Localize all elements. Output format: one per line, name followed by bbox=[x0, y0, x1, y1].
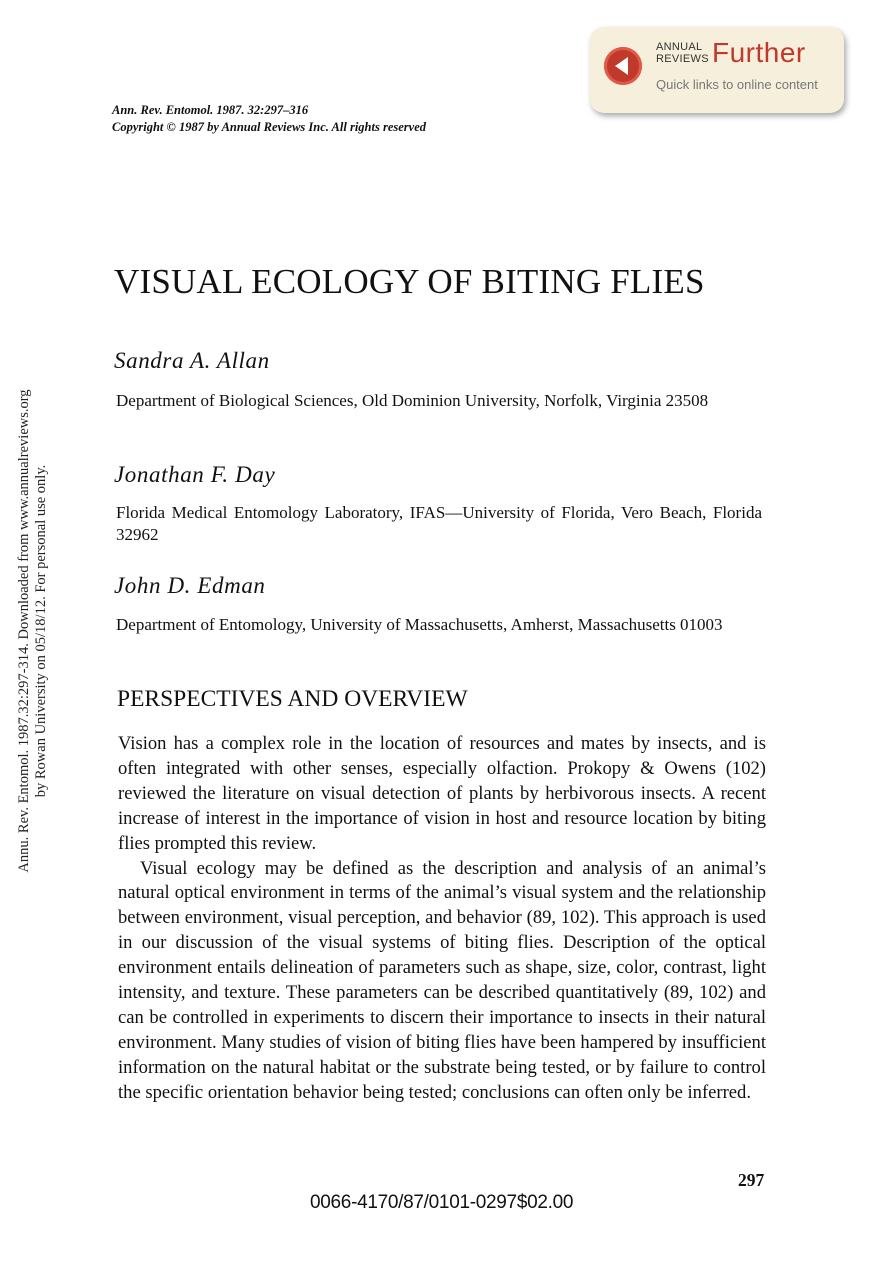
citation-line-2: Copyright © 1987 by Annual Reviews Inc. All rights reserved bbox=[112, 120, 426, 134]
author-name: Jonathan F. Day bbox=[114, 462, 276, 487]
author-affiliation: Florida Medical Entomology Laboratory, IFAS—University of Florida, Vero Beach, Florida 32962 bbox=[116, 503, 762, 544]
section-heading: PERSPECTIVES AND OVERVIEW bbox=[117, 686, 468, 712]
author-name: John D. Edman bbox=[114, 573, 266, 598]
journal-citation bbox=[112, 102, 426, 136]
article-title: VISUAL ECOLOGY OF BITING FLIES bbox=[114, 262, 705, 301]
badge-reviews-text: REVIEWS bbox=[656, 53, 709, 65]
page-number: 297 bbox=[738, 1170, 765, 1190]
article-code: 0066-4170/87/0101-0297$02.00 bbox=[310, 1192, 574, 1213]
further-badge[interactable] bbox=[590, 27, 844, 113]
annual-reviews-label bbox=[656, 41, 709, 65]
body-paragraph: Visual ecology may be defined as the description and analysis of an animal’s natural optical environment in terms of the animal’s visual system and the relationship between environment, visual perception, and behavior (89, 102). This approach is used in our discussion of the visual systems of biting flies. Description of the optical environment entails delineation of parameters such as shape, size, color, contrast, light intensity, and texture. These parameters can be described quantitatively (89, 102) and can be controlled in experiments to discern their importance to insects in their natural environment. Many studies of vision of biting flies have been hampered by insufficient information on the natural habitat or the substrate being tested, or by failure to control the specific orientation behavior being tested; conclusions can often only be inferred. bbox=[118, 857, 766, 1103]
author-name: Sandra A. Allan bbox=[114, 348, 270, 373]
citation-line-1: Ann. Rev. Entomol. 1987. 32:297–316 bbox=[112, 103, 309, 117]
watermark-line-1: Annu. Rev. Entomol. 1987.32:297-314. Downloaded from www.annualreviews.org bbox=[16, 389, 32, 873]
watermark-text bbox=[16, 351, 50, 911]
author-affiliation: Department of Biological Sciences, Old Dominion University, Norfolk, Virginia 23508 bbox=[116, 391, 709, 410]
badge-subtitle[interactable]: Quick links to online content bbox=[656, 77, 818, 92]
body-paragraph: Vision has a complex role in the location of resources and mates by insects, and is often integrated with other senses, especially olfaction. Prokopy & Owens (102) reviewed the literature on visual detection of plants by herbivorous insects. A recent increase of interest in the importance of vision in host and resource location by biting flies prompted this review. bbox=[118, 733, 766, 854]
badge-annual-text: ANNUAL bbox=[656, 41, 703, 53]
download-watermark bbox=[0, 0, 60, 920]
author-affiliation: Department of Entomology, University of Massachusetts, Amherst, Massachusetts 01003 bbox=[116, 615, 723, 634]
watermark-line-2: by Rowan University on 05/18/12. For personal use only. bbox=[33, 464, 49, 798]
badge-further-text[interactable]: Further bbox=[712, 37, 806, 68]
article-body bbox=[118, 732, 766, 1106]
back-arrow-icon[interactable] bbox=[604, 47, 642, 85]
